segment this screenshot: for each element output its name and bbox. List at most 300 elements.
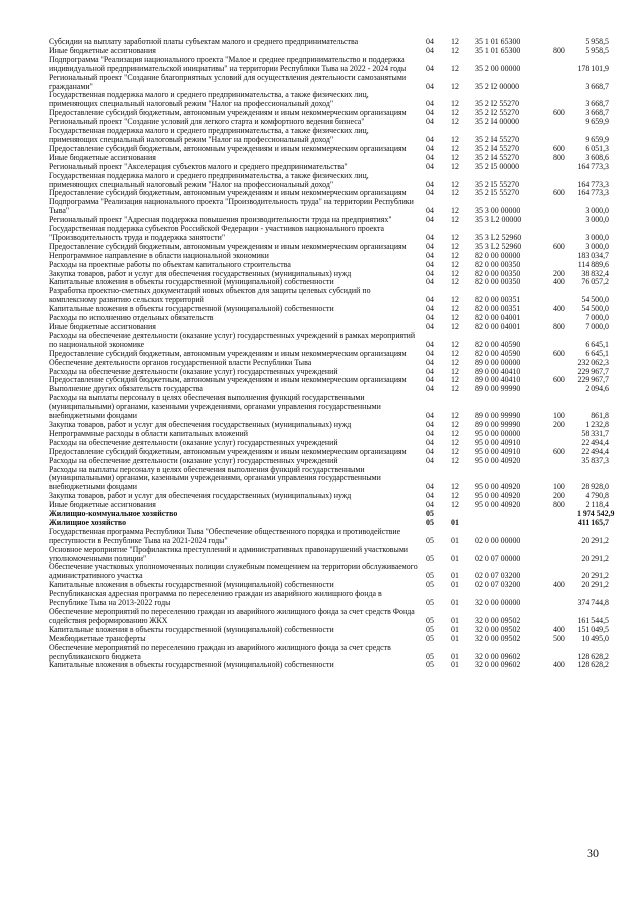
row-description: Предоставление субсидий бюджетным, автономным учреждениям и иным некоммерческим организациям: [49, 143, 407, 153]
row-target-article: 82 0 00 00350: [475, 259, 521, 269]
row-description: Иные бюджетные ассигнования: [49, 45, 156, 55]
row-target-article: 32 0 00 09602: [475, 660, 521, 670]
row-expense-type: 600: [553, 348, 565, 358]
row-target-article: 35 2 I4 55270: [475, 152, 520, 162]
row-subsection: 12: [451, 366, 459, 376]
row-description: Капитальные вложения в объекты государственной (муниципальной) собственности: [49, 304, 334, 314]
row-subsection: 12: [451, 500, 459, 510]
row-amount: 164 773,3: [577, 161, 609, 171]
row-subsection: 01: [451, 651, 459, 661]
row-section: 04: [426, 455, 434, 465]
row-amount: 114 889,6: [577, 259, 609, 269]
row-amount: 22 494,4: [581, 446, 609, 456]
row-amount: 54 500,0: [581, 304, 609, 314]
row-target-article: 32 0 00 00000: [475, 598, 521, 608]
row-target-article: 82 0 00 04001: [475, 313, 521, 323]
row-target-article: 02 0 07 00000: [475, 553, 521, 563]
table-row: [49, 172, 609, 190]
table-row: [49, 56, 609, 74]
row-description: Непрограммное направление в области национальной экономики: [49, 250, 269, 260]
row-target-article: 95 0 00 40920: [475, 482, 521, 492]
row-description: Иные бюджетные ассигнования: [49, 500, 156, 510]
row-subsection: 12: [451, 339, 459, 349]
row-amount: 7 000,0: [585, 313, 609, 323]
row-amount: 161 544,5: [577, 615, 609, 625]
row-description: Непрограммные расходы в области капитальных вложений: [49, 428, 249, 438]
row-amount: 3 668,7: [585, 99, 609, 109]
row-subsection: 12: [451, 322, 459, 331]
row-amount: 22 494,4: [581, 437, 609, 447]
row-section: 04: [426, 81, 434, 91]
row-subsection: 12: [451, 241, 459, 251]
row-section: 04: [426, 384, 434, 394]
row-target-article: 89 0 00 00000: [475, 357, 521, 367]
row-description: Основное мероприятие "Профилактика преступлений и административных правонарушений участковыми уполномоченными полиции": [49, 544, 409, 563]
row-target-article: 82 0 00 00351: [475, 295, 521, 305]
row-description: Капитальные вложения в объекты государственной (муниципальной) собственности: [49, 624, 334, 634]
row-description: Субсидии на выплату заработной платы субъектам малого и среднего предпринимательства: [49, 37, 359, 46]
row-amount: 229 967,7: [577, 366, 609, 376]
row-subsection: 12: [451, 357, 459, 367]
row-target-article: 35 2 I5 55270: [475, 188, 520, 198]
row-target-article: 35 2 I5 00000: [475, 161, 520, 171]
table-row: [49, 563, 609, 581]
row-section: 04: [426, 37, 434, 46]
row-description: Подпрограмма "Реализация национального проекта "Производительность труда" на территории Республики Тыва": [49, 197, 414, 216]
row-amount: 38 832,4: [581, 268, 609, 278]
row-section: 04: [426, 366, 434, 376]
row-amount: 9 659,9: [585, 117, 609, 127]
row-expense-type: 400: [553, 277, 565, 287]
row-amount: 20 291,2: [581, 580, 609, 590]
row-subsection: 12: [451, 99, 459, 109]
row-subsection: 12: [451, 215, 459, 225]
row-amount: 2 118,4: [585, 500, 609, 510]
row-description: Жилищное хозяйство: [49, 517, 127, 527]
row-section: 04: [426, 188, 434, 198]
row-section: 05: [426, 615, 434, 625]
row-section: 04: [426, 99, 434, 109]
row-subsection: 01: [451, 660, 459, 670]
row-target-article: 89 0 00 99990: [475, 419, 521, 429]
row-expense-type: 800: [553, 45, 565, 55]
row-amount: 3 000,0: [585, 215, 609, 225]
row-expense-type: 400: [553, 304, 565, 314]
row-description: Капитальные вложения в объекты государственной (муниципальной) собственности: [49, 660, 334, 670]
row-subsection: 12: [451, 428, 459, 438]
table-row: [49, 91, 609, 109]
row-amount: 5 958,5: [585, 37, 609, 46]
row-target-article: 82 0 00 00351: [475, 304, 521, 314]
row-expense-type: 200: [553, 491, 565, 501]
row-subsection: 12: [451, 482, 459, 492]
row-target-article: 35 2 00 00000: [475, 63, 521, 73]
row-amount: 6 051,3: [585, 143, 609, 153]
row-amount: 3 668,7: [585, 108, 609, 118]
row-amount: 3 000,0: [585, 206, 609, 216]
row-amount: 9 659,9: [585, 134, 609, 144]
row-target-article: 82 0 00 00350: [475, 268, 521, 278]
row-section: 04: [426, 179, 434, 189]
row-description: Государственная поддержка малого и среднего предпринимательства, а также физических лиц, применяющих специальный налоговый режим "Налог на профессиональный доход": [49, 126, 369, 144]
row-target-article: 35 2 I2 00000: [475, 81, 520, 91]
row-section: 05: [426, 553, 434, 563]
row-description: Предоставление субсидий бюджетным, автономным учреждениям и иным некоммерческим организациям: [49, 446, 407, 456]
row-subsection: 01: [451, 571, 459, 581]
row-section: 04: [426, 152, 434, 162]
row-section: 04: [426, 215, 434, 225]
row-amount: 374 744,8: [577, 598, 609, 608]
row-amount: 2 094,6: [585, 384, 609, 394]
row-description: Государственная поддержка малого и среднего предпринимательства, а также физических лиц, применяющих специальный налоговый режим "Налог на профессиональный доход": [49, 170, 369, 189]
row-target-article: 32 0 00 09502: [475, 624, 521, 634]
row-target-article: 95 0 00 40920: [475, 500, 521, 510]
table-row: [49, 287, 609, 305]
row-subsection: 12: [451, 143, 459, 153]
row-description: Обеспечение участковых уполномоченных полиции служебным помещением на территории обслуживаемого административного участка: [49, 562, 418, 581]
row-subsection: 12: [451, 277, 459, 287]
row-description: Подпрограмма "Реализация национального проекта "Малое и среднее предпринимательство и поддержка индивидуальной предпринимательской инициативы" на территории Республики Тыва на 2022 - 2024 годы: [49, 54, 407, 73]
row-section: 04: [426, 241, 434, 251]
row-subsection: 12: [451, 411, 459, 421]
row-target-article: 35 3 L2 52960: [475, 241, 522, 251]
row-subsection: 01: [451, 553, 459, 563]
row-target-article: 89 0 00 99990: [475, 384, 521, 394]
row-description: Разработка проектно-сметных документаций новых объектов для защиты целевых субсидий по комплексному развитию сельских территорий: [49, 286, 371, 305]
row-section: 04: [426, 428, 434, 438]
row-amount: 6 645,1: [585, 339, 609, 349]
row-subsection: 01: [451, 615, 459, 625]
row-target-article: 35 2 I4 55270: [475, 143, 520, 153]
row-expense-type: 200: [553, 268, 565, 278]
row-description: Расходы по исполнению отдельных обязательств: [49, 313, 214, 323]
row-description: Капитальные вложения в объекты государственной (муниципальной) собственности: [49, 580, 334, 590]
row-section: 04: [426, 411, 434, 421]
row-section: 04: [426, 108, 434, 118]
row-subsection: 12: [451, 108, 459, 118]
row-section: 05: [426, 624, 434, 634]
table-row: [49, 644, 609, 662]
row-description: Выполнение других обязательств государства: [49, 384, 203, 394]
row-subsection: 01: [451, 535, 459, 545]
row-amount: 232 062,3: [577, 357, 609, 367]
row-subsection: 12: [451, 437, 459, 447]
row-subsection: 12: [451, 304, 459, 314]
row-expense-type: 600: [553, 188, 565, 198]
row-section: 05: [426, 651, 434, 661]
row-expense-type: 400: [553, 580, 565, 590]
row-description: Государственная поддержка малого и среднего предпринимательства, а также физических лиц, применяющих специальный налоговый режим "Налог на профессиональный доход": [49, 90, 369, 109]
table-row: [49, 225, 609, 243]
row-subsection: 12: [451, 268, 459, 278]
row-subsection: 12: [451, 313, 459, 323]
row-target-article: 35 2 I2 55270: [475, 99, 520, 109]
row-description: Иные бюджетные ассигнования: [49, 152, 156, 162]
row-subsection: 12: [451, 384, 459, 394]
row-amount: 6 645,1: [585, 348, 609, 358]
row-amount: 178 101,9: [577, 63, 609, 73]
row-amount: 164 773,3: [577, 179, 609, 189]
row-section: 04: [426, 375, 434, 385]
row-amount: 35 837,3: [581, 455, 609, 465]
page-number: 30: [587, 846, 599, 860]
row-section: 04: [426, 277, 434, 287]
row-subsection: 01: [451, 517, 459, 527]
row-subsection: 12: [451, 206, 459, 216]
row-section: 04: [426, 63, 434, 73]
row-target-article: 82 0 00 40590: [475, 348, 521, 358]
row-subsection: 12: [451, 161, 459, 171]
row-amount: 164 773,3: [577, 188, 609, 198]
row-section: 04: [426, 313, 434, 323]
row-subsection: 12: [451, 81, 459, 91]
row-expense-type: 600: [553, 241, 565, 251]
row-subsection: 12: [451, 419, 459, 429]
row-section: 04: [426, 268, 434, 278]
row-section: 04: [426, 295, 434, 305]
row-target-article: 95 0 00 40920: [475, 491, 521, 501]
row-amount: 28 928,0: [581, 482, 609, 492]
row-description: Жилищно-коммунальное хозяйство: [49, 509, 178, 519]
row-target-article: 95 0 00 40910: [475, 446, 521, 456]
row-subsection: 12: [451, 491, 459, 501]
row-target-article: 95 0 00 40920: [475, 455, 521, 465]
row-amount: 4 790,8: [585, 491, 609, 501]
row-description: Республиканская адресная программа по переселению граждан из аварийного жилищного фонда в Республике Тыва на 2013-2022 годы: [49, 589, 382, 608]
row-section: 04: [426, 339, 434, 349]
row-section: 04: [426, 419, 434, 429]
row-section: 04: [426, 357, 434, 367]
row-amount: 5 958,5: [585, 45, 609, 55]
row-amount: 54 500,0: [581, 295, 609, 305]
row-description: Закупка товаров, работ и услуг для обеспечения государственных (муниципальных) нужд: [49, 419, 352, 429]
table-row: [49, 74, 609, 92]
row-section: 04: [426, 134, 434, 144]
row-description: Предоставление субсидий бюджетным, автономным учреждениям и иным некоммерческим организациям: [49, 188, 407, 198]
row-amount: 3 000,0: [585, 232, 609, 242]
row-section: 04: [426, 322, 434, 331]
row-expense-type: 100: [553, 411, 565, 421]
row-expense-type: 100: [553, 482, 565, 492]
table-row: [49, 509, 615, 519]
row-subsection: 12: [451, 259, 459, 269]
row-expense-type: 600: [553, 375, 565, 385]
row-description: Расходы на выплаты персоналу в целях обеспечения выполнения функций государственными (муниципальными) органами, казенными учреждениями, органами управления государственными внебюджетными фондами: [49, 464, 381, 492]
row-description: Региональный проект "Создание благоприятных условий для осуществления деятельности самозанятыми гражданами": [49, 72, 407, 91]
row-amount: 58 331,7: [581, 428, 609, 438]
row-subsection: 12: [451, 188, 459, 198]
row-section: 04: [426, 348, 434, 358]
row-section: 04: [426, 45, 434, 55]
row-section: 04: [426, 143, 434, 153]
row-target-article: 32 0 00 09502: [475, 615, 521, 625]
row-section: 05: [426, 660, 434, 670]
table-row: [49, 528, 609, 546]
row-amount: 7 000,0: [585, 322, 609, 331]
row-subsection: 12: [451, 295, 459, 305]
row-section: 05: [426, 633, 434, 643]
row-section: 04: [426, 117, 434, 127]
row-subsection: 01: [451, 598, 459, 608]
row-amount: 1 232,8: [585, 419, 609, 429]
row-description: Обеспечение деятельности органов государственной власти Республики Тыва: [49, 357, 312, 367]
row-description: Капитальные вложения в объекты государственной (муниципальной) собственности: [49, 277, 334, 287]
row-description: Расходы на обеспечение деятельности (оказание услуг) государственных учреждений: [49, 455, 338, 465]
row-target-article: 82 0 00 40590: [475, 339, 521, 349]
row-description: Обеспечение мероприятий по переселению граждан из аварийного жилищного фонда за счет средств Фонда содействия реформированию ЖКХ: [49, 607, 415, 625]
table-row: [49, 394, 609, 421]
row-target-article: 82 0 00 00350: [475, 277, 521, 287]
row-amount: 20 291,2: [581, 571, 609, 581]
row-target-article: 35 2 I4 00000: [475, 117, 520, 127]
row-description: Предоставление субсидий бюджетным, автономным учреждениям и иным некоммерческим организациям: [49, 375, 407, 385]
row-subsection: 12: [451, 250, 459, 260]
row-section: 05: [426, 598, 434, 608]
row-subsection: 12: [451, 134, 459, 144]
row-target-article: 35 2 I5 55270: [475, 179, 520, 189]
row-amount: 183 034,7: [577, 250, 609, 260]
row-amount: 10 495,0: [581, 633, 609, 643]
row-amount: 20 291,2: [581, 535, 609, 545]
row-description: Обеспечение мероприятий по переселению граждан из аварийного жилищного фонда за счет средств республиканского бюджета: [49, 642, 391, 661]
row-target-article: 35 1 01 65300: [475, 45, 521, 55]
row-description: Расходы на выплаты персоналу в целях обеспечения выполнения функций государственными (муниципальными) органами, казенными учреждениями, органами управления государственными внебюджетными фондами: [49, 393, 381, 421]
row-target-article: 35 3 L2 00000: [475, 215, 522, 225]
row-section: 04: [426, 437, 434, 447]
row-section: 04: [426, 491, 434, 501]
row-section: 04: [426, 446, 434, 456]
row-subsection: 01: [451, 580, 459, 590]
row-expense-type: 600: [553, 143, 565, 153]
row-expense-type: 800: [553, 152, 565, 162]
row-subsection: 12: [451, 117, 459, 127]
row-expense-type: 400: [553, 624, 565, 634]
row-description: Предоставление субсидий бюджетным, автономным учреждениям и иным некоммерческим организациям: [49, 108, 407, 118]
table-row: [49, 661, 609, 670]
row-amount: 411 165,7: [577, 517, 609, 527]
table-row: [49, 198, 609, 216]
row-section: 04: [426, 206, 434, 216]
row-subsection: 12: [451, 179, 459, 189]
row-section: 04: [426, 259, 434, 269]
row-target-article: 95 0 00 40910: [475, 437, 521, 447]
row-description: Межбюджетные трансферты: [49, 633, 146, 643]
budget-table: [49, 37, 615, 670]
row-subsection: 12: [451, 446, 459, 456]
row-section: 05: [426, 580, 434, 590]
row-description: Расходы на обеспечение деятельности (оказание услуг) государственных учреждений: [49, 366, 338, 376]
row-section: 05: [426, 509, 434, 519]
row-target-article: 35 2 I2 55270: [475, 108, 520, 118]
row-description: Расходы на обеспечение деятельности (оказание услуг) государственных учреждений: [49, 437, 338, 447]
row-target-article: 35 3 L2 52960: [475, 232, 522, 242]
row-subsection: 12: [451, 152, 459, 162]
row-expense-type: 500: [553, 633, 565, 643]
row-section: 05: [426, 517, 434, 527]
row-description: Расходы на проектные работы по объектам капитального строительства: [49, 259, 291, 269]
row-target-article: 35 3 00 00000: [475, 206, 521, 216]
row-amount: 128 628,2: [577, 651, 609, 661]
table-row: [49, 466, 609, 493]
row-subsection: 01: [451, 624, 459, 634]
row-amount: 3 000,0: [585, 241, 609, 251]
row-target-article: 32 0 00 09502: [475, 633, 521, 643]
table-row: [49, 590, 609, 608]
row-expense-type: 600: [553, 108, 565, 118]
table-row: [49, 608, 609, 626]
row-amount: 20 291,2: [581, 553, 609, 563]
row-amount: 861,8: [591, 411, 609, 421]
row-target-article: 82 0 00 04001: [475, 322, 521, 331]
row-expense-type: 800: [553, 322, 565, 331]
table-row: [49, 332, 609, 350]
row-target-article: 02 0 07 03200: [475, 571, 521, 581]
row-subsection: 12: [451, 45, 459, 55]
row-description: Закупка товаров, работ и услуг для обеспечения государственных (муниципальных) нужд: [49, 491, 352, 501]
row-section: 04: [426, 304, 434, 314]
row-amount: 1 974 542,9: [577, 509, 615, 519]
row-target-article: 02 0 00 00000: [475, 535, 521, 545]
row-description: Государственная программа Республики Тыва "Обеспечение общественного порядка и противодействие преступности в Республике Тыва на 2021-2024 годы": [49, 526, 401, 545]
row-expense-type: 800: [553, 500, 565, 510]
row-target-article: 82 0 00 00000: [475, 250, 521, 260]
row-target-article: 95 0 00 00000: [475, 428, 521, 438]
row-section: 04: [426, 250, 434, 260]
row-subsection: 12: [451, 455, 459, 465]
row-description: Расходы на обеспечение деятельности (оказание услуг) государственных учреждений в рамках мероприятий по национальной экономике: [49, 330, 416, 349]
row-description: Закупка товаров, работ и услуг для обеспечения государственных (муниципальных) нужд: [49, 268, 352, 278]
row-subsection: 12: [451, 37, 459, 46]
row-amount: 3 668,7: [585, 81, 609, 91]
row-target-article: 89 0 00 40410: [475, 375, 521, 385]
row-target-article: 35 2 I4 55270: [475, 134, 520, 144]
row-section: 05: [426, 571, 434, 581]
row-section: 04: [426, 161, 434, 171]
row-target-article: 02 0 07 03200: [475, 580, 521, 590]
row-subsection: 12: [451, 348, 459, 358]
row-amount: 3 608,6: [585, 152, 609, 162]
row-subsection: 12: [451, 232, 459, 242]
row-amount: 229 967,7: [577, 375, 609, 385]
row-amount: 76 057,2: [581, 277, 609, 287]
row-expense-type: 200: [553, 419, 565, 429]
row-target-article: 89 0 00 40410: [475, 366, 521, 376]
row-target-article: 35 1 01 65300: [475, 37, 521, 46]
row-expense-type: 600: [553, 446, 565, 456]
row-description: Региональный проект "Акселерация субъектов малого и среднего предпринимательства": [49, 161, 348, 171]
row-description: Региональный проект "Создание условий для легкого старта и комфортного ведения бизнеса": [49, 117, 365, 127]
row-description: Предоставление субсидий бюджетным, автономным учреждениям и иным некоммерческим организациям: [49, 348, 407, 358]
row-target-article: 32 0 00 09602: [475, 651, 521, 661]
row-amount: 128 628,2: [577, 660, 609, 670]
row-expense-type: 400: [553, 660, 565, 670]
table-row: [49, 127, 609, 145]
row-amount: 151 049,5: [577, 624, 609, 634]
row-description: Предоставление субсидий бюджетным, автономным учреждениям и иным некоммерческим организациям: [49, 241, 407, 251]
row-subsection: 12: [451, 63, 459, 73]
row-section: 04: [426, 482, 434, 492]
row-section: 04: [426, 232, 434, 242]
row-description: Региональный проект "Адресная поддержка повышения производительности труда на предприятиях": [49, 215, 392, 225]
row-subsection: 01: [451, 633, 459, 643]
row-subsection: 12: [451, 375, 459, 385]
row-section: 05: [426, 535, 434, 545]
table-row: [49, 546, 609, 564]
row-section: 04: [426, 500, 434, 510]
row-description: Государственная поддержка субъектов Российской Федерации - участников национального проекта "Производительность труда и поддержка занятости": [49, 224, 385, 242]
row-description: Иные бюджетные ассигнования: [49, 322, 156, 331]
row-target-article: 89 0 00 99990: [475, 411, 521, 421]
